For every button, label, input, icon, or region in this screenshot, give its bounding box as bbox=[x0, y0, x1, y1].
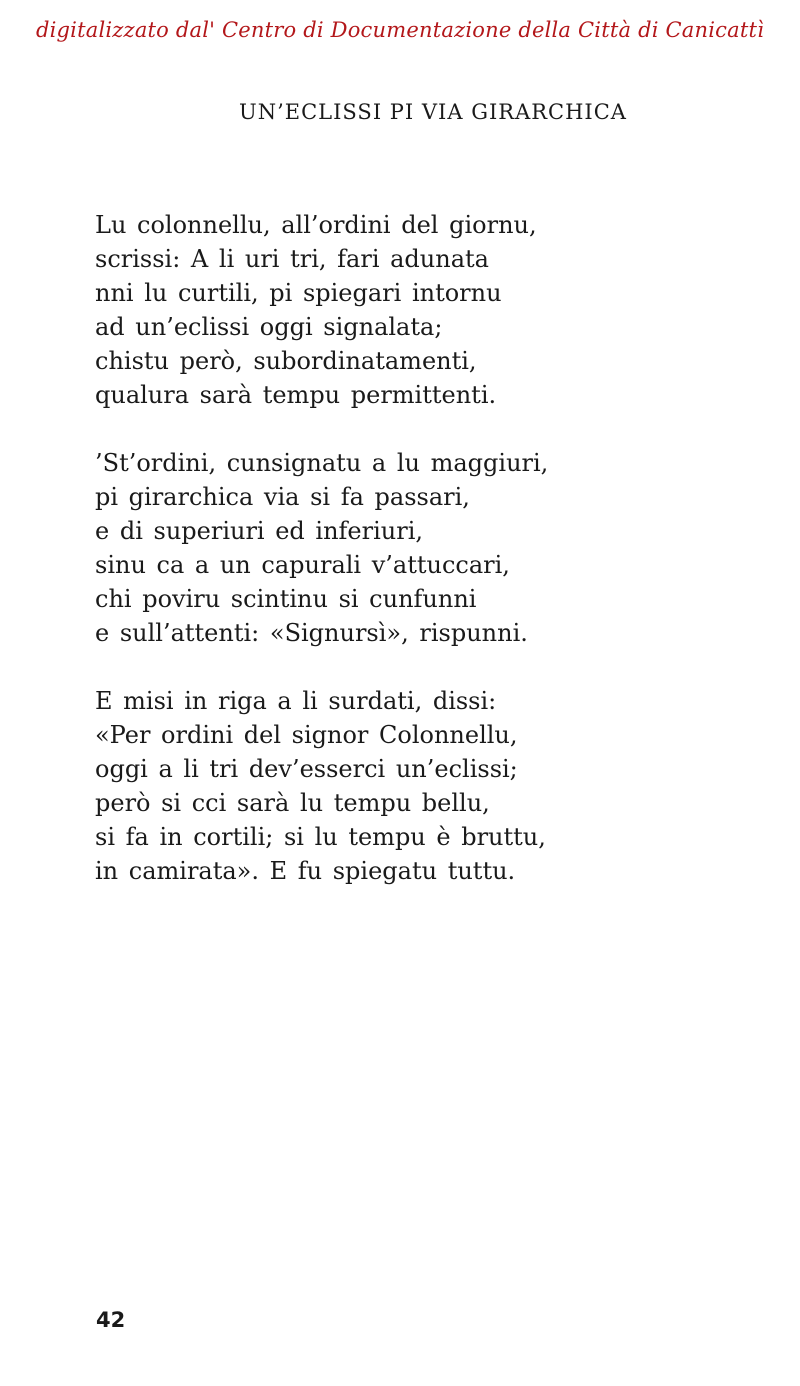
poem-line: sinu ca a un capurali v’attuccari, bbox=[95, 551, 510, 579]
stanza-2 bbox=[95, 446, 735, 650]
poem-title: UN’ECLISSI PI VIA GIRARCHICA bbox=[239, 100, 627, 124]
digitization-watermark: digitalizzato dal' Centro di Documentazione della Città di Canicattì bbox=[35, 18, 765, 42]
poem-line: «Per ordini del signor Colonnellu, bbox=[95, 721, 518, 749]
poem-line: nni lu curtili, pi spiegari intornu bbox=[95, 279, 502, 307]
poem-line: chistu però, subordinatamenti, bbox=[95, 347, 477, 375]
poem-line: Lu colonnellu, all’ordini del giornu, bbox=[95, 211, 537, 239]
poem-line: in camirata». E fu spiegatu tuttu. bbox=[95, 857, 516, 885]
poem-line: ad un’eclissi oggi signalata; bbox=[95, 313, 443, 341]
poem-line: scrissi: A li uri tri, fari adunata bbox=[95, 245, 489, 273]
poem-line: e di superiuri ed inferiuri, bbox=[95, 517, 424, 545]
poem-line: però si cci sarà lu tempu bellu, bbox=[95, 789, 490, 817]
poem-line: chi poviru scintinu si cunfunni bbox=[95, 585, 477, 613]
poem-line: pi girarchica via si fa passari, bbox=[95, 483, 470, 511]
stanza-3 bbox=[95, 684, 735, 888]
poem-line: E misi in riga a li surdati, dissi: bbox=[95, 687, 497, 715]
stanza-1 bbox=[95, 208, 735, 412]
page-number: 42 bbox=[96, 1308, 126, 1332]
poem-line: si fa in cortili; si lu tempu è bruttu, bbox=[95, 823, 546, 851]
poem-line: qualura sarà tempu permittenti. bbox=[95, 381, 497, 409]
poem-body bbox=[95, 208, 735, 888]
poem-line: oggi a li tri dev’esserci un’eclissi; bbox=[95, 755, 518, 783]
poem-line: e sull’attenti: «Signursì», rispunni. bbox=[95, 619, 528, 647]
poem-line: ’St’ordini, cunsignatu a lu maggiuri, bbox=[95, 449, 549, 477]
